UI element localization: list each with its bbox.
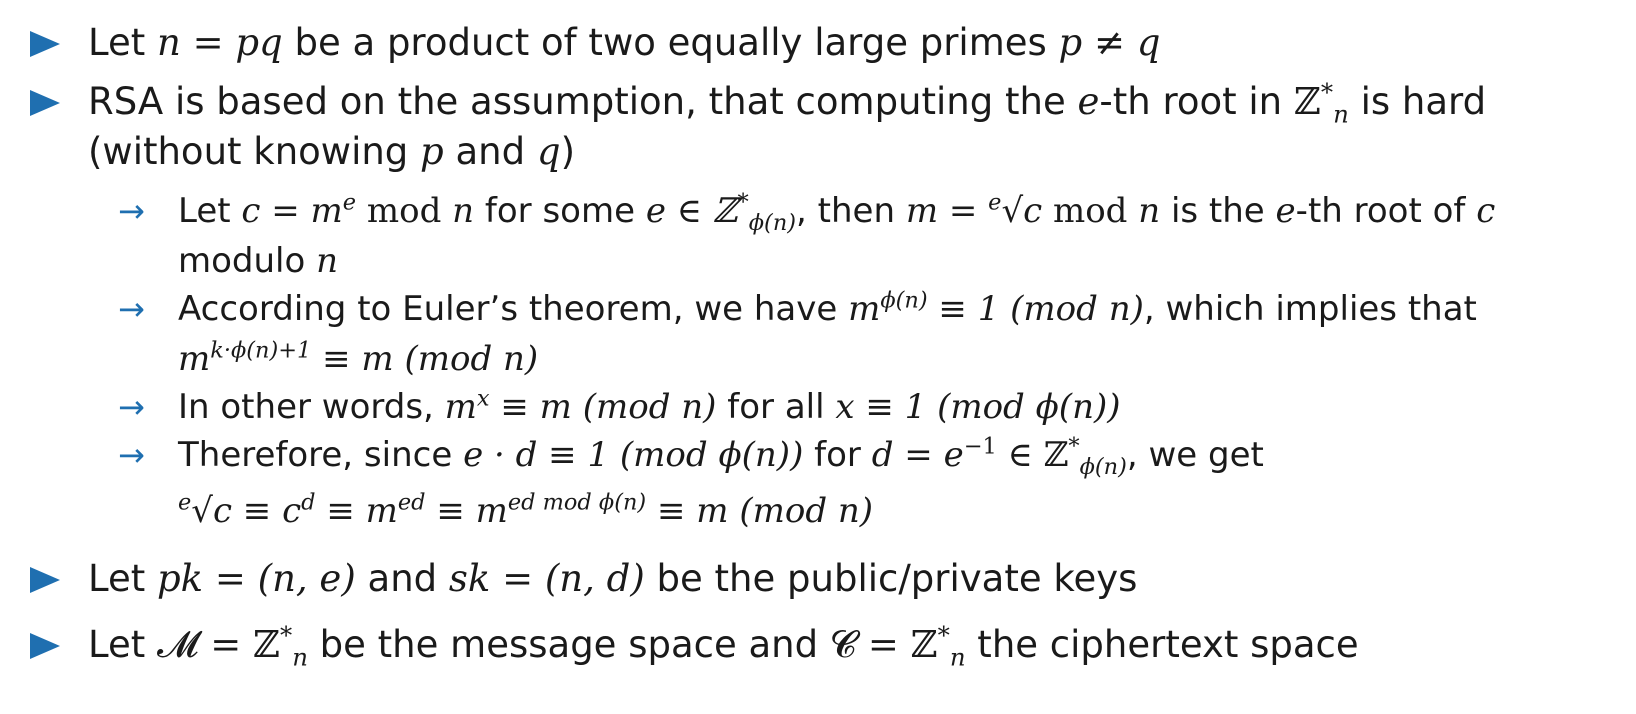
text: be the message space and [307,623,830,666]
math-sup: ed [397,489,426,516]
bullet-2-line-2 [88,127,575,177]
text: the ciphertext space [965,623,1359,666]
text: , which implies that [1143,289,1477,329]
math: √c [191,491,232,531]
math: ≡ m (mod n) [489,387,717,427]
math-sup: * [1068,433,1080,460]
math-sub: n [1333,99,1349,129]
text: be the public/private keys [644,557,1138,600]
text: be a product of two equally large primes [282,21,1059,64]
text: and [355,557,449,600]
math: 𝓜 = ℤ [157,623,280,666]
text: Let [88,623,157,666]
text: Therefore, since [178,435,464,475]
math: e ∈ ℤ [645,191,738,231]
math: p [420,130,444,173]
math: n [452,191,475,231]
math: e [1275,191,1296,231]
math: ≡ m (mod n) [646,491,874,531]
text: Let [88,21,157,64]
text: for all [716,387,836,427]
math-sup: * [1320,77,1334,107]
bullet-1 [88,18,1160,68]
text: is the [1160,191,1276,231]
math-sub: ϕ(n) [1079,453,1127,480]
math: m [444,387,477,427]
math: q [536,130,561,173]
math-sup: ϕ(n) [880,287,928,314]
root-index: e [178,489,192,516]
arrow-right-icon: → [118,192,145,230]
text: RSA is based on the assumption, that computing the [88,80,1078,123]
root-index: e [988,189,1002,216]
bullet-3 [88,554,1137,604]
math-sup: k·ϕ(n)+1 [210,337,312,364]
math: n [316,241,339,281]
sub-item-3 [118,383,1121,431]
bullet-triangle-icon [30,567,60,593]
text: , we get [1126,435,1264,475]
math-sup: e [342,189,357,216]
text: for some [474,191,646,231]
math-sup: ed mod ϕ(n) [507,489,647,516]
text: -th root of [1295,191,1477,231]
math: d = e [871,435,964,475]
text: Let [88,557,157,600]
math: mod [356,191,453,231]
text: -th root in [1099,80,1294,123]
math: e [1077,80,1100,123]
bullet-4 [88,620,1359,670]
sub-item-4 [118,431,1264,480]
text: Let [178,191,242,231]
math: x ≡ 1 (mod ϕ(n)) [835,387,1121,427]
math: = (n, e) [203,557,356,600]
math-sup: d [301,489,316,516]
math: m [178,339,211,379]
math: 𝓒 = ℤ [829,623,938,666]
math: ≡ m [425,491,508,531]
bullet-2 [88,77,1486,127]
math-sup: * [279,620,293,650]
math: √c [1001,191,1043,231]
text: and [443,130,537,173]
math-sub: ϕ(n) [748,209,797,236]
math: m = [905,191,989,231]
bullet-triangle-icon [30,633,60,659]
text: (without knowing [88,130,421,173]
math: c [1476,191,1496,231]
sub-item-4-line-2 [178,487,873,535]
math: m [848,289,881,329]
math-sup: x [476,385,490,412]
text: for [803,435,872,475]
math: pk [157,557,204,600]
math: p ≠ q [1058,21,1161,64]
arrow-right-icon: → [118,388,145,426]
math: ≡ m [315,491,398,531]
math-sub: n [292,642,308,672]
text: , then [796,191,906,231]
math-sup: * [937,620,950,650]
math: n [1138,191,1161,231]
sub-item-1-line-2 [178,237,338,285]
math-sup: −1 [963,433,997,460]
text: is hard [1348,80,1487,123]
math: sk [448,557,491,600]
math: e · d ≡ 1 (mod ϕ(n)) [463,435,804,475]
math: ≡ 1 (mod n) [927,289,1144,329]
bullet-triangle-icon [30,90,60,116]
arrow-right-icon: → [118,436,145,474]
math: ∈ ℤ [996,435,1069,475]
math: ≡ c [232,491,302,531]
sub-item-1 [118,187,1496,236]
math: ℤ [1293,80,1321,123]
text: ) [560,130,575,173]
text: According to Euler’s theorem, we have [178,289,849,329]
math: mod [1042,191,1139,231]
bullet-triangle-icon [30,31,60,57]
arrow-right-icon: → [118,290,145,328]
sub-item-2 [118,285,1477,333]
math: c = m [241,191,343,231]
math: = (n, d) [490,557,645,600]
math-sup: * [737,189,749,216]
math: ≡ m (mod n) [311,339,539,379]
math: n = pq [157,21,283,64]
text: In other words, [178,387,445,427]
text: modulo [178,241,317,281]
math-sub: n [949,642,966,672]
sub-item-2-line-2 [178,335,538,383]
